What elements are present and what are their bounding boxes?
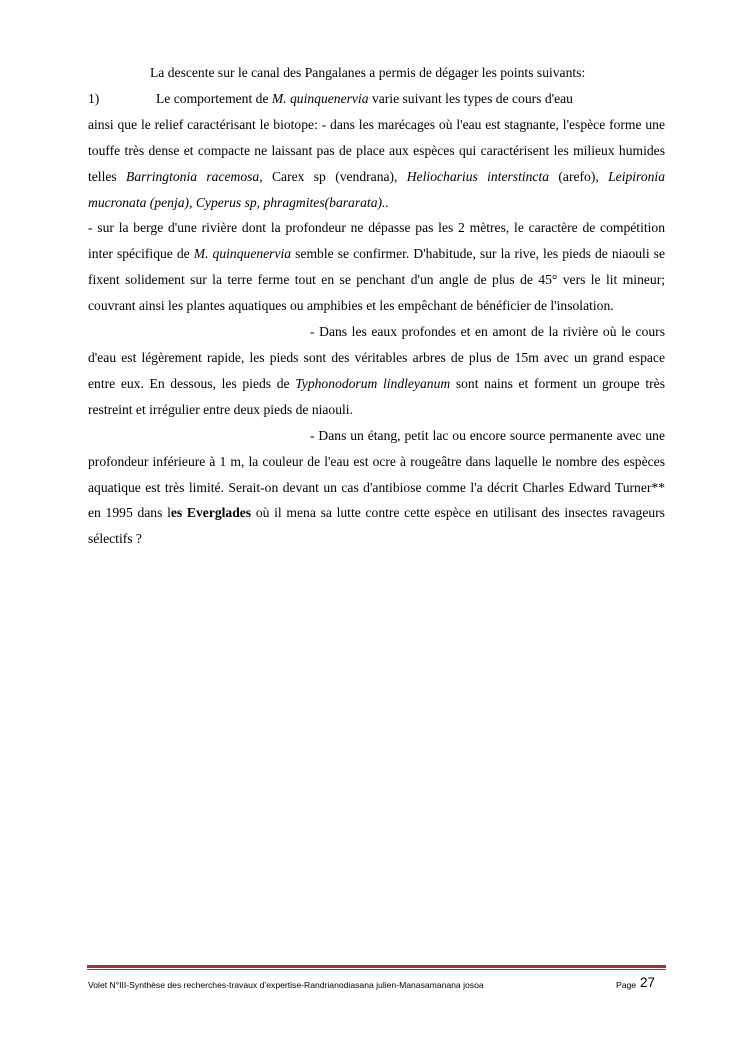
marsh-paragraph: [88, 112, 665, 216]
footer-page-label: Page: [616, 980, 637, 990]
body-text: [88, 60, 665, 552]
species-name: M. quinquenervia: [271, 90, 369, 106]
text-run: ,: [189, 194, 196, 210]
pond-paragraph: [88, 423, 665, 553]
footer-page-number: 27: [640, 975, 656, 990]
text-run: - Dans les eaux profondes et en amont de la rivière où le cours d'eau est légèrement rapide, les pieds sont des véritables arbres de plus de 15m avec un grand espace entre eux. En dessous, les pieds de: [88, 324, 665, 391]
footer-title: Volet N°III-Synthèse des recherches-travaux d’expertise-Randrianodiasana julien-Manasamanana josoa: [88, 980, 484, 990]
list-item-heading: [156, 86, 665, 112]
page-footer: [88, 975, 665, 995]
deep-water-paragraph: [88, 319, 665, 423]
species-name: M. quinquenervia: [193, 246, 292, 262]
text-run: semble se confirmer. D'habitude, sur la rive, les pieds de niaouli se fixent solidement sur la terre ferme tout en se penchant d'un angle de plus de 45° vers le lit mineur; couvrant ainsi les plantes aquatiques ou amphibies et les empêchant de bénéficier de l'insolation.: [88, 246, 665, 314]
intro-paragraph: [88, 60, 665, 86]
species-name: Typhonodorum lindleyanum: [295, 375, 451, 391]
list-item-1: [88, 86, 665, 112]
species-name: Leipironia mucronata (penja): [88, 168, 665, 210]
species-name: Heliocharius interstincta: [406, 168, 550, 184]
species-name: Barringtonia racemosa: [126, 168, 260, 184]
everglades-bold: es Everglades: [170, 505, 252, 521]
text-run: , Carex sp (vendrana),: [259, 168, 407, 184]
text-run: sont nains et forment un groupe très restreint et irrégulier entre deux pieds de niaouli.: [88, 375, 665, 417]
text-run: - Dans un étang, petit lac ou encore source permanente avec une profondeur inférieure à 1 m, la couleur de l'eau est ocre à rougeâtre dans laquelle le nombre des espèces aquatique est très limité. Serait-on devant un cas d'antibiose comme l'a décrit Charles Edward Turner** en 1995 dans l: [88, 427, 665, 521]
text-run: ainsi que le relief caractérisant le biotope: - dans les marécages où l'eau est stagnante, l'espèce forme une touffe très dense et compacte ne laissant pas de place aux espèces qui caractérisent les milieux humides telles: [88, 116, 665, 184]
species-name: Cyperus sp, phragmites(bararata)..: [195, 194, 389, 210]
text-run: - sur la berge d'une rivière dont la profondeur ne dépasse pas les 2 mètres, le caractère de compétition inter spécifique de: [88, 220, 665, 262]
footer-rule-thick: [87, 965, 666, 968]
text-run: varie suivant les types de cours d'eau: [368, 90, 573, 106]
text-run: Le comportement de: [156, 90, 272, 106]
footer-rule-thin: [87, 969, 666, 970]
text-run: où il mena sa lutte contre cette espèce en utilisant des insectes ravageurs sélectifs ?: [88, 505, 665, 547]
intro-text: La descente sur le canal des Pangalanes a permis de dégager les points suivants:: [150, 65, 586, 80]
riverbank-paragraph: [88, 215, 665, 319]
text-run: (arefo),: [549, 168, 609, 184]
list-number: 1): [88, 90, 100, 106]
